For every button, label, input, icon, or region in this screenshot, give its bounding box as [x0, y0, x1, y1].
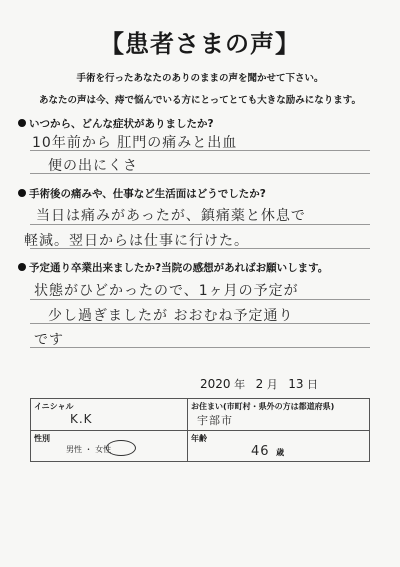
date-month-unit: 月 — [266, 378, 278, 391]
age-label: 年齢 — [191, 434, 207, 443]
date-day-unit: 日 — [307, 378, 318, 391]
date-year-unit: 年 — [234, 378, 246, 391]
age-cell — [188, 431, 370, 462]
question-2-label: 手術後の痛みや、仕事など生活面はどうでしたか? — [29, 188, 266, 200]
selection-circle — [106, 440, 136, 456]
answer-rule — [30, 150, 370, 151]
answer-3-line-2: 少し過ぎましたが おおむね予定通り — [48, 308, 294, 324]
answer-rule — [30, 224, 370, 225]
question-3-label: 予定通り卒業出来ましたか?当院の感想があればお願いします。 — [29, 262, 329, 274]
age-unit: 歳 — [276, 448, 285, 457]
answer-1-line-1: 10年前から 肛門の痛みと出血 — [32, 135, 238, 151]
question-1-label: いつから、どんな症状がありましたか? — [29, 118, 214, 130]
answer-1-line-2: 便の出にくさ — [48, 158, 138, 174]
address-cell — [188, 399, 370, 431]
date-year: 2020 — [200, 377, 231, 391]
answer-rule — [30, 299, 370, 300]
answer-2-line-2: 軽減。翌日からは仕事に行けた。 — [24, 233, 249, 249]
gender-cell — [31, 431, 188, 462]
answer-3-line-3: です — [34, 332, 64, 348]
gender-options-text: 男性 ・ 女性 — [66, 445, 112, 454]
bullet-icon — [18, 263, 26, 271]
initial-cell — [31, 399, 188, 431]
date — [200, 376, 318, 392]
answer-3-line-1: 状態がひどかったので、1ヶ月の予定が — [34, 283, 299, 299]
gender-options — [66, 444, 184, 455]
question-2 — [18, 186, 266, 201]
gender-label: 性別 — [34, 434, 50, 443]
date-day: 13 — [288, 377, 304, 391]
intro-line-2: あなたの声は今、痔で悩んでいる方にとってとても大きな励みになります。 — [38, 95, 362, 106]
initial-value: K.K — [70, 412, 93, 426]
date-month: 2 — [255, 377, 264, 391]
answer-2-line-1: 当日は痛みがあったが、鎮痛薬と休息で — [36, 208, 306, 224]
answer-rule — [30, 347, 370, 348]
question-3 — [18, 260, 328, 275]
intro-line-1: 手術を行ったあなたのありのままの声を聞かせて下さい。 — [76, 73, 324, 84]
address-value: 宇部市 — [197, 414, 233, 427]
bullet-icon — [18, 189, 26, 197]
answer-rule — [30, 323, 370, 324]
answer-rule — [30, 248, 370, 249]
answer-rule — [30, 173, 370, 174]
question-1 — [18, 116, 214, 131]
page-title: 【患者さまの声】 — [100, 29, 300, 58]
bullet-icon — [18, 119, 26, 127]
age-value: 46 — [251, 444, 270, 459]
address-label: お住まい(市町村・県外の方は都道府県) — [191, 402, 335, 411]
initial-label: イニシャル — [34, 402, 74, 411]
age-value-row — [251, 444, 366, 459]
patient-info-table — [30, 398, 370, 462]
